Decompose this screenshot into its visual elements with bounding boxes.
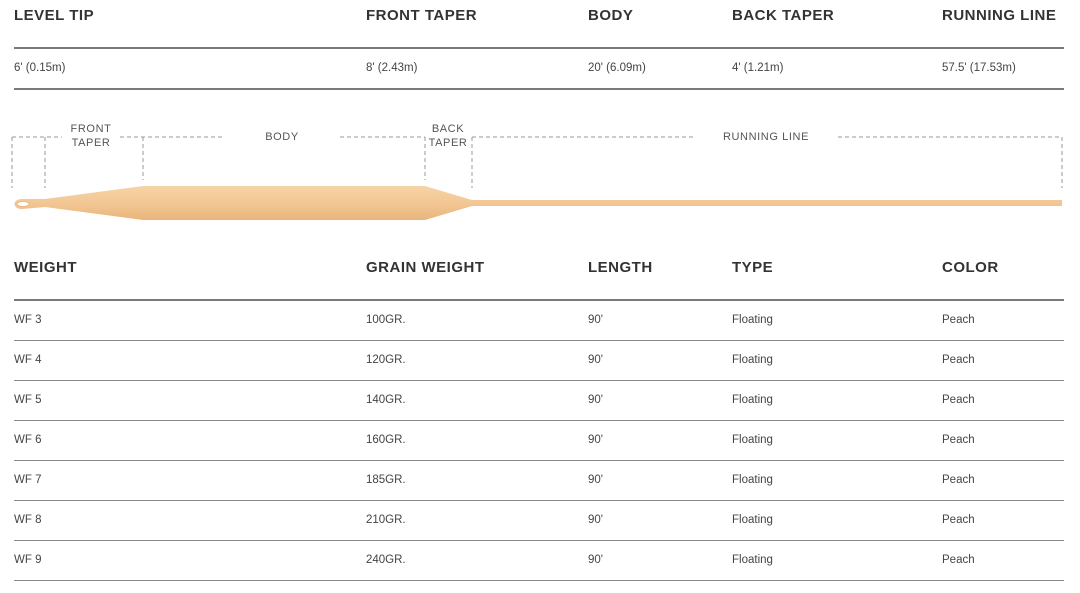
cell-color: Peach [942, 354, 975, 366]
cell-color: Peach [942, 434, 975, 446]
cell-grain-weight: 100GR. [366, 314, 406, 326]
header-length: LENGTH [588, 259, 653, 276]
divider [14, 460, 1064, 461]
cell-grain-weight: 140GR. [366, 394, 406, 406]
cell-weight: WF 8 [14, 514, 42, 526]
cell-type: Floating [732, 314, 773, 326]
cell-length: 90' [588, 314, 603, 326]
cell-color: Peach [942, 314, 975, 326]
cell-grain-weight: 240GR. [366, 554, 406, 566]
divider [14, 88, 1064, 90]
taper-diagram [0, 118, 1080, 228]
cell-type: Floating [732, 394, 773, 406]
cell-color: Peach [942, 514, 975, 526]
cell-type: Floating [732, 434, 773, 446]
label-front-taper: FRONT [70, 123, 112, 135]
cell-length: 90' [588, 354, 603, 366]
cell-weight: WF 3 [14, 314, 42, 326]
label-back-taper-2: TAPER [428, 137, 468, 149]
header-grain-weight: GRAIN WEIGHT [366, 259, 485, 276]
value-running-line: 57.5' (17.53m) [942, 62, 1016, 74]
divider [14, 299, 1064, 301]
value-body: 20' (6.09m) [588, 62, 646, 74]
cell-weight: WF 7 [14, 474, 42, 486]
cell-length: 90' [588, 514, 603, 526]
dimension-guides [12, 137, 1062, 188]
label-body: BODY [265, 131, 299, 143]
cell-type: Floating [732, 474, 773, 486]
cell-color: Peach [942, 474, 975, 486]
header-level-tip: LEVEL TIP [14, 7, 95, 24]
label-running-line: RUNNING LINE [722, 131, 810, 143]
cell-weight: WF 9 [14, 554, 42, 566]
divider [14, 420, 1064, 421]
header-front-taper: FRONT TAPER [366, 7, 478, 24]
header-body: BODY [588, 7, 634, 24]
cell-color: Peach [942, 554, 975, 566]
cell-grain-weight: 120GR. [366, 354, 406, 366]
cell-type: Floating [732, 354, 773, 366]
cell-grain-weight: 160GR. [366, 434, 406, 446]
cell-color: Peach [942, 394, 975, 406]
divider [14, 380, 1064, 381]
cell-length: 90' [588, 394, 603, 406]
value-back-taper: 4' (1.21m) [732, 62, 784, 74]
cell-length: 90' [588, 474, 603, 486]
cell-grain-weight: 185GR. [366, 474, 406, 486]
cell-weight: WF 5 [14, 394, 42, 406]
divider [14, 580, 1064, 581]
fly-line-shape [15, 186, 1063, 220]
cell-length: 90' [588, 554, 603, 566]
cell-type: Floating [732, 514, 773, 526]
divider [14, 47, 1064, 49]
value-level-tip: 6' (0.15m) [14, 62, 66, 74]
label-front-taper-2: TAPER [71, 137, 111, 149]
header-back-taper: BACK TAPER [732, 7, 835, 24]
value-front-taper: 8' (2.43m) [366, 62, 418, 74]
divider [14, 500, 1064, 501]
divider [14, 540, 1064, 541]
header-color: COLOR [942, 259, 999, 276]
label-back-taper: BACK [431, 123, 465, 135]
cell-type: Floating [732, 554, 773, 566]
cell-weight: WF 4 [14, 354, 42, 366]
divider [14, 340, 1064, 341]
header-weight: WEIGHT [14, 259, 77, 276]
cell-grain-weight: 210GR. [366, 514, 406, 526]
line-loop [17, 202, 29, 207]
header-type: TYPE [732, 259, 774, 276]
header-running-line: RUNNING LINE [942, 7, 1057, 24]
cell-weight: WF 6 [14, 434, 42, 446]
cell-length: 90' [588, 434, 603, 446]
